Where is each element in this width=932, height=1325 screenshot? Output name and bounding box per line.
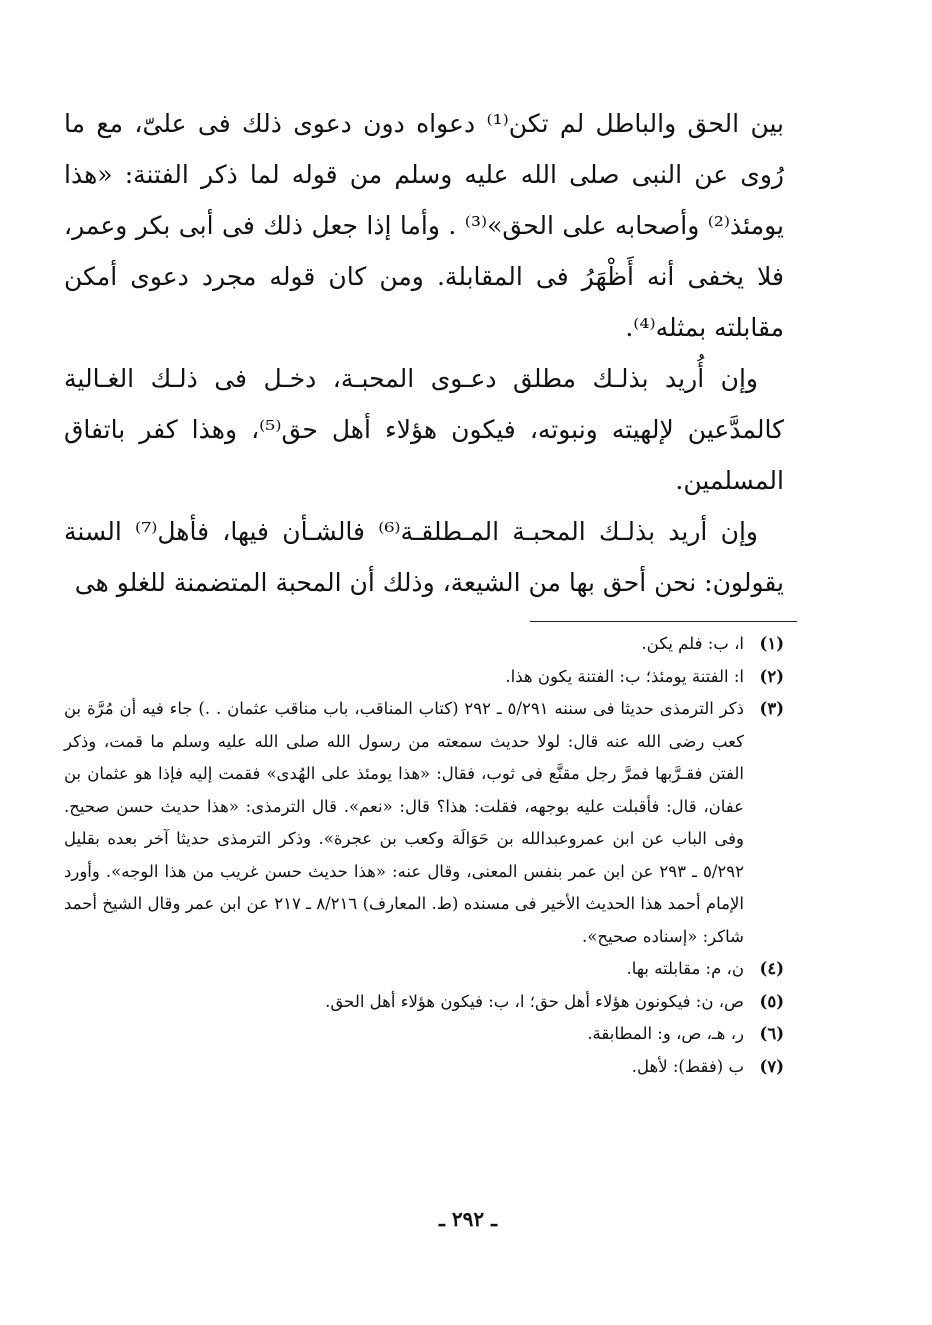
- footnote-text: ا، ب: فلم يكن.: [641, 634, 744, 653]
- footnote-number: (٦): [759, 1024, 784, 1043]
- footnote-item: [64, 986, 784, 1019]
- footnote-text: ر، هـ، ص، و: المطابقة.: [587, 1024, 744, 1043]
- footnote-text: ا: الفتنة يومئذ؛ ب: الفتنة يكون هذا.: [505, 666, 744, 686]
- footnote-number: (٧): [759, 1056, 784, 1076]
- footnote-number: (٢): [759, 666, 784, 686]
- main-text: [64, 98, 784, 608]
- footnote-item: [64, 693, 784, 953]
- footnote-text: ب (فقط): لأهل.: [631, 1056, 744, 1076]
- footnote-number: (٥): [759, 991, 784, 1011]
- paragraph: وإن أريد بذلـك المحبـة المـطلقـة⁽⁶⁾ فالشـأن فيها، فأهل⁽⁷⁾ السنة يقولون: نحن أحق بها من الشيعة، وذلك أن المحبة المتضمنة للغلو هى: [64, 517, 784, 597]
- footnote-number: (٤): [759, 959, 784, 978]
- footnote-item: [64, 628, 784, 661]
- footnote-divider: [530, 621, 797, 622]
- footnote-item: [64, 661, 784, 694]
- footnote-text: ن، م: مقابلته بها.: [626, 959, 744, 978]
- paragraph: بين الحق والباطل لم تكن⁽¹⁾ دعواه دون دعوى ذلك فى علىّ، مع ما رُوى عن النبى صلى الله عليه وسلم من قوله لما ذكر الفتنة: «هذا يومئذ⁽²⁾ وأصحابه على الحق»⁽³⁾ . وأما إذا جعل ذلك فى أبى بكر وعمر، فلا يخفى أنه أَظْهَرُ فى المقابلة. ومن كان قوله مجرد دعوى أمكن مقابلته بمثله⁽⁴⁾.: [64, 109, 784, 342]
- footnote-item: [64, 1018, 784, 1051]
- footnote-number: (١): [759, 634, 784, 653]
- footnotes: [64, 628, 784, 1083]
- footnote-item: [64, 953, 784, 986]
- footnote-number: (٣): [759, 699, 784, 718]
- footnote-item: [64, 1051, 784, 1084]
- footnote-text: ص، ن: فيكونون هؤلاء أهل حق؛ ا، ب: فيكون هؤلاء أهل الحق.: [325, 991, 744, 1011]
- footnote-text: ذكر الترمذى حديثا فى سننه ٥/٢٩١ ـ ٢٩٢ (كتاب المناقب، باب مناقب عثمان . .) جاء فيه أن مُرَّة بن كعب رضى الله عنه قال: لولا حديث سمعته من رسول الله صلى الله عليه وسلم ما قمت، وذكر الفتن فقـرَّبها فمرَّ رجل مقنَّع فى ثوب، فقال: «هذا يومئذ على الهُدى» فقمت إليه فإذا هو عثمان بن عفان، قال: فأقبلت عليه بوجهه، فقلت: هذا؟ قال: «نعم». قال الترمذى: «هذا حديث حسن صحيح. وفى الباب عن ابن عمروعبدالله بن حَوَالَة وكعب بن عجرة». وذكر الترمذى حديثا آخر بعده بقليل ٥/٢٩٢ ـ ٢٩٣ عن ابن عمر بنفس المعنى، وقال عنه: «هذا حديث حسن غريب من هذا الوجه». وأورد الإمام أحمد هذا الحديث الأخير فى مسنده (ط. المعارف) ٨/٢١٦ ـ ٢١٧ عن ابن عمر وقال الشيخ أحمد شاكر: «إسناده صحيح».: [64, 699, 745, 946]
- paragraph: وإن أُريد بذلـك مطلق دعـوى المحبـة، دخـل فى ذلـك الغـالية كالمدَّعين لإلهيته ونبوته، فيكون هؤلاء أهل حق⁽⁵⁾، وهذا كفر باتفاق المسلمين.: [64, 364, 784, 495]
- page-number: ـ ٢٩٢ ـ: [439, 1207, 497, 1231]
